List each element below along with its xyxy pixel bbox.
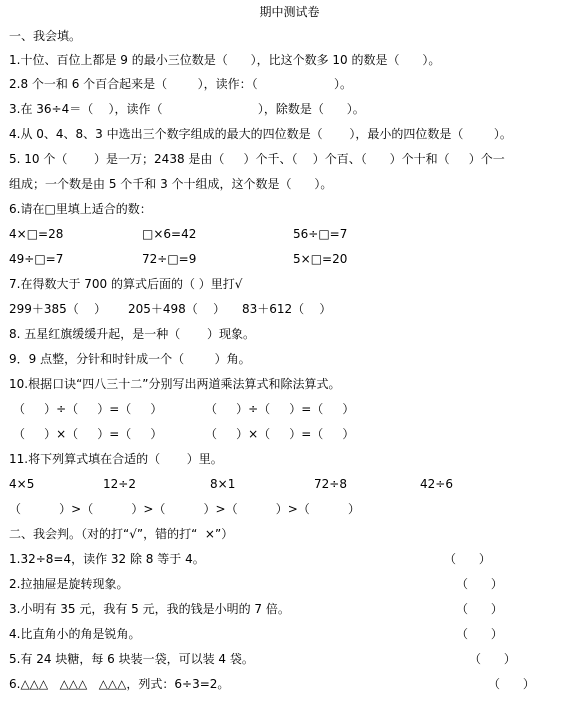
judge-item-text: 6.△△△ △△△ △△△，列式：6÷3=2。: [9, 677, 230, 691]
question-11: 11.将下列算式填在合适的（ ）里。: [9, 452, 223, 466]
q6-item: □×6=42: [142, 227, 197, 241]
judge-item-text: 5.有 24 块糖，每 6 块装一袋，可以装 4 袋。: [9, 652, 254, 666]
q11-expression: 12÷2: [103, 477, 136, 491]
judge-item-text: 3.小明有 35 元，我有 5 元，我的钱是小明的 7 倍。: [9, 602, 290, 616]
page-title: 期中测试卷: [259, 5, 320, 19]
question-4: 4.从 0、4、8、3 中选出三个数字组成的最大的四位数是（ ），最小的四位数是（ ）。: [9, 127, 512, 141]
q10-blank: （ ）÷（ ）=（ ）: [205, 402, 355, 416]
q6-item: 5×□=20: [293, 252, 348, 266]
q11-order-blanks: （ ）>（ ）>（ ）>（ ）>（ ）: [9, 502, 360, 516]
q7-item: 83＋612（ ）: [242, 302, 332, 316]
q10-blank: （ ）×（ ）=（ ）: [13, 427, 163, 441]
judge-item-mark: （ ）: [469, 652, 516, 666]
section1-heading: 一、我会填。: [9, 29, 82, 43]
judge-item-mark: （ ）: [456, 602, 503, 616]
judge-item-mark: （ ）: [456, 577, 503, 591]
q11-expression: 72÷8: [314, 477, 347, 491]
q7-item: 299＋385（ ）: [9, 302, 107, 316]
judge-item-text: 1.32÷8=4，读作 32 除 8 等于 4。: [9, 552, 205, 566]
q6-item: 72÷□=9: [142, 252, 197, 266]
question-5-line1: 5. 10 个（ ）是一万；2438 是由（ ）个千、（ ）个百、（ ）个十和（ ）个一: [9, 152, 505, 166]
judge-item-text: 2.拉抽屉是旋转现象。: [9, 577, 129, 591]
q6-item: 56÷□=7: [293, 227, 348, 241]
q11-expression: 8×1: [210, 477, 236, 491]
judge-item-mark: （ ）: [488, 677, 535, 691]
question-6: 6.请在□里填上适合的数：: [9, 202, 152, 216]
q6-item: 4×□=28: [9, 227, 64, 241]
question-3: 3.在 36÷4＝（ ），读作（ ），除数是（ ）。: [9, 102, 365, 116]
judge-item-mark: （ ）: [444, 552, 491, 566]
question-5-line2: 组成；一个数是由 5 个千和 3 个十组成，这个数是（ ）。: [9, 177, 333, 191]
question-2: 2.8 个一和 6 个百合起来是（ ），读作：（ ）。: [9, 77, 352, 91]
q10-blank: （ ）÷（ ）=（ ）: [13, 402, 163, 416]
question-8: 8. 五星红旗缓缓升起，是一种（ ）现象。: [9, 327, 255, 341]
judge-item-mark: （ ）: [456, 627, 503, 641]
section2-heading: 二、我会判。（对的打“√”，错的打“ ×”）: [9, 527, 234, 541]
question-9: 9．9 点整，分针和时针成一个（ ）角。: [9, 352, 251, 366]
question-7: 7.在得数大于 700 的算式后面的（ ）里打√: [9, 277, 243, 291]
question-1: 1.十位、百位上都是 9 的最小三位数是（ ），比这个数多 10 的数是（ ）。: [9, 53, 441, 67]
judge-item-text: 4.比直角小的角是锐角。: [9, 627, 141, 641]
q7-item: 205＋498（ ）: [128, 302, 226, 316]
question-10: 10.根据口诀“四八三十二”分别写出两道乘法算式和除法算式。: [9, 377, 341, 391]
q6-item: 49÷□=7: [9, 252, 64, 266]
q11-expression: 4×5: [9, 477, 35, 491]
q10-blank: （ ）×（ ）=（ ）: [205, 427, 355, 441]
q11-expression: 42÷6: [420, 477, 453, 491]
